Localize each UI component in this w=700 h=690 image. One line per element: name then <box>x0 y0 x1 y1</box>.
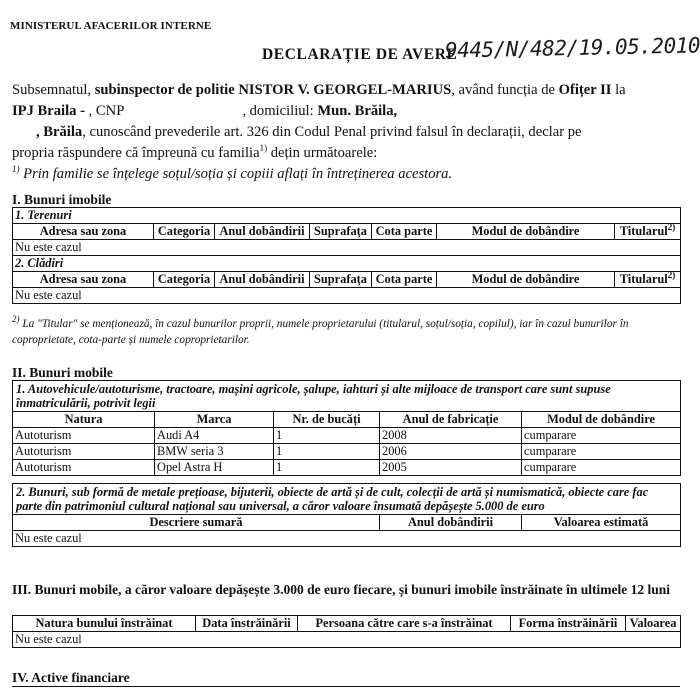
column-header: Marca <box>155 412 274 428</box>
column-header: Suprafața <box>310 224 372 240</box>
vehicle-acquisition: cumparare <box>522 444 681 460</box>
vehicles-table <box>12 380 681 476</box>
document-title: DECLARAȚIE DE AVERE <box>262 46 458 63</box>
intro-text: , cunoscând prevederile art. 326 din Codul Penal privind falsul în declarații, declar pe <box>82 124 582 140</box>
family-note <box>12 164 688 185</box>
vehicle-count: 1 <box>274 460 380 476</box>
intro-line-2 <box>12 101 688 122</box>
vehicle-count: 1 <box>274 428 380 444</box>
section-3-title: III. Bunuri mobile, a căror valoare depășește 3.000 de euro fiecare, și bunuri imobile înstrăinate în ultimele 12 luni <box>12 582 671 597</box>
column-header: Suprafața <box>310 272 372 288</box>
empty-value: Nu este cazul <box>13 288 681 304</box>
vehicles-subheading: 1. Autovehicule/autoturisme, tractoare, mașini agricole, șalupe, iahturi și alte mijloace de transport care sunt supuse înmatriculării, potrivit legii <box>13 381 681 412</box>
vehicle-year: 2005 <box>380 460 522 476</box>
column-header <box>615 224 681 240</box>
column-header-text: Titularul <box>619 272 668 286</box>
handwritten-registration-number: 9445/N/482/19.05.2010 <box>444 33 700 63</box>
intro-line-3 <box>12 122 688 143</box>
intro-line-4 <box>12 143 688 164</box>
table-row <box>13 381 681 412</box>
column-header: Anul dobândirii <box>215 272 310 288</box>
vehicle-acquisition: cumparare <box>522 460 681 476</box>
column-header: Cota parte <box>372 272 437 288</box>
vehicle-brand: Audi A4 <box>155 428 274 444</box>
real-estate-table <box>12 207 681 304</box>
column-header-text: Titularul <box>619 224 668 238</box>
table-row <box>13 460 681 476</box>
table-row <box>13 288 681 304</box>
empty-value: Nu este cazul <box>13 632 681 648</box>
column-header: Cota parte <box>372 224 437 240</box>
vehicle-count: 1 <box>274 444 380 460</box>
vehicle-type: Autoturism <box>13 428 155 444</box>
column-header: Categoria <box>154 224 215 240</box>
footnote-marker: 2) <box>12 314 20 325</box>
vehicle-type: Autoturism <box>13 460 155 476</box>
column-header: Natura <box>13 412 155 428</box>
column-header: Anul dobândirii <box>215 224 310 240</box>
valuables-subheading: 2. Bunuri, sub formă de metale prețioase, bijuterii, obiecte de artă și de cult, colecții de artă și numismatică, obiecte care fac parte din patrimoniul cultural național sau universal, a căror valoare însumată depășește 5.000 de euro <box>13 484 681 515</box>
column-header: Modul de dobândire <box>437 224 615 240</box>
footnote-marker: 2) <box>667 271 676 280</box>
column-header: Nr. de bucăți <box>274 412 380 428</box>
section-4-table-edge <box>12 686 680 687</box>
domicile-city: Mun. Brăila, <box>317 103 398 119</box>
family-note-text: Prin familie se înțelege soțul/soția și copiii aflați în întreținerea acestora. <box>19 166 453 182</box>
column-header: Valoarea estimată <box>522 515 681 531</box>
table-header-row <box>13 616 681 632</box>
table-row <box>13 531 681 547</box>
table-header-row <box>13 515 681 531</box>
column-header: Adresa sau zona <box>13 272 154 288</box>
ministry-name: MINISTERUL AFACERILOR INTERNE <box>10 20 212 32</box>
declarant-name: subinspector de politie NISTOR V. GEORGEL-MARIUS <box>94 82 452 98</box>
column-header: Valoarea <box>626 616 681 632</box>
footnote-marker: 1) <box>259 143 268 154</box>
declarant-institution: IPJ Braila - <box>12 103 89 119</box>
vehicle-type: Autoturism <box>13 444 155 460</box>
table-row <box>13 484 681 515</box>
column-header: Data înstrăinării <box>196 616 298 632</box>
column-header: Persoana către care s-a înstrăinat <box>298 616 511 632</box>
table-row <box>13 256 681 272</box>
section-2-title: II. Bunuri mobile <box>12 365 113 380</box>
titular-footnote-text: La "Titular" se menționează, în cazul bunurilor proprii, numele proprietarului (titularul, soțul/soția, copilul), iar în cazul bunurilor în coproprietate, cota-parte și numele coproprietarilor. <box>12 318 629 346</box>
column-header: Anul de fabricație <box>380 412 522 428</box>
footnote-marker: 1) <box>12 164 20 175</box>
intro-line-1 <box>12 80 688 101</box>
table-row <box>13 208 681 224</box>
vehicle-acquisition: cumparare <box>522 428 681 444</box>
column-header: Categoria <box>154 272 215 288</box>
table-row <box>13 428 681 444</box>
column-header: Natura bunului înstrăinat <box>13 616 196 632</box>
footnote-marker: 2) <box>667 223 676 232</box>
section-4-title: IV. Active financiare <box>12 670 130 685</box>
domicile-county: , Brăila <box>36 124 83 140</box>
table-header-row <box>13 224 681 240</box>
vehicle-brand: BMW seria 3 <box>155 444 274 460</box>
title-row <box>262 33 700 72</box>
table-row <box>13 632 681 648</box>
empty-value: Nu este cazul <box>13 531 681 547</box>
intro-text: , domiciliul: <box>242 103 318 119</box>
column-header: Modul de dobândire <box>522 412 681 428</box>
alienated-assets-table <box>12 615 681 648</box>
table-row <box>13 240 681 256</box>
table-header-row <box>13 412 681 428</box>
intro-text: dețin următoarele: <box>267 145 378 161</box>
intro-statement <box>12 80 688 185</box>
intro-text: , CNP <box>88 103 125 119</box>
intro-text: , având funcția de <box>451 82 559 98</box>
column-header: Anul dobândirii <box>380 515 522 531</box>
column-header: Descriere sumară <box>13 515 380 531</box>
table-header-row <box>13 272 681 288</box>
land-subheading: 1. Terenuri <box>13 208 681 224</box>
column-header <box>615 272 681 288</box>
column-header: Modul de dobândire <box>437 272 615 288</box>
buildings-subheading: 2. Clădiri <box>13 256 681 272</box>
vehicle-year: 2008 <box>380 428 522 444</box>
valuables-table <box>12 483 681 547</box>
column-header: Forma înstrăinării <box>511 616 626 632</box>
vehicle-brand: Opel Astra H <box>155 460 274 476</box>
declarant-function: Ofițer II <box>558 82 612 98</box>
titular-footnote <box>12 316 692 348</box>
intro-text: la <box>611 82 626 98</box>
intro-text: propria răspundere că împreună cu familia <box>12 145 260 161</box>
section-1-title: I. Bunuri imobile <box>12 192 112 207</box>
table-row <box>13 444 681 460</box>
column-header: Adresa sau zona <box>13 224 154 240</box>
empty-value: Nu este cazul <box>13 240 681 256</box>
vehicle-year: 2006 <box>380 444 522 460</box>
intro-text: Subsemnatul, <box>12 82 95 98</box>
